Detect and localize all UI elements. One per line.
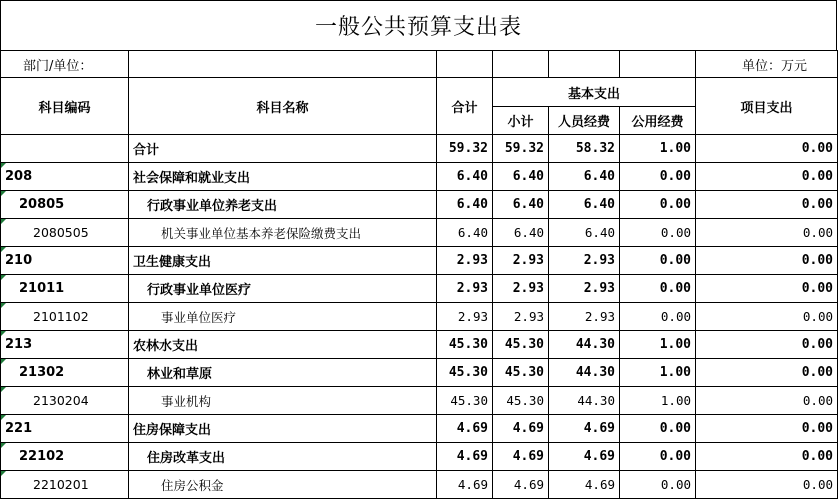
cell-name[interactable]: 行政事业单位医疗 bbox=[129, 275, 437, 303]
cell-code[interactable]: 2210201 bbox=[1, 471, 129, 499]
cell-public[interactable]: 0.00 bbox=[620, 163, 696, 191]
cell-personnel[interactable]: 44.30 bbox=[549, 331, 620, 359]
cell-subtotal[interactable]: 2.93 bbox=[493, 275, 549, 303]
cell-subtotal[interactable]: 45.30 bbox=[493, 359, 549, 387]
cell-public[interactable]: 1.00 bbox=[620, 331, 696, 359]
blank-cell[interactable] bbox=[437, 51, 493, 78]
cell-subtotal[interactable]: 2.93 bbox=[493, 247, 549, 275]
cell-project[interactable]: 0.00 bbox=[696, 359, 838, 387]
cell-name[interactable]: 住房公积金 bbox=[129, 471, 437, 499]
cell-total[interactable]: 45.30 bbox=[437, 331, 493, 359]
cell-code[interactable]: 2080505 bbox=[1, 219, 129, 247]
header-project: 项目支出 bbox=[696, 78, 838, 135]
cell-project[interactable]: 0.00 bbox=[696, 387, 838, 415]
table-row bbox=[1, 303, 838, 331]
cell-name[interactable]: 住房改革支出 bbox=[129, 443, 437, 471]
cell-project[interactable]: 0.00 bbox=[696, 443, 838, 471]
cell-total[interactable]: 4.69 bbox=[437, 415, 493, 443]
header-subtotal: 小计 bbox=[493, 107, 549, 135]
table-row bbox=[1, 331, 838, 359]
cell-personnel[interactable]: 6.40 bbox=[549, 219, 620, 247]
cell-personnel[interactable]: 6.40 bbox=[549, 163, 620, 191]
cell-code[interactable]: 21302 bbox=[1, 359, 129, 387]
table-row bbox=[1, 163, 838, 191]
cell-name[interactable]: 事业单位医疗 bbox=[129, 303, 437, 331]
info-row bbox=[1, 51, 838, 78]
header-name: 科目名称 bbox=[129, 78, 437, 135]
header-public: 公用经费 bbox=[620, 107, 696, 135]
cell-name[interactable]: 合计 bbox=[129, 135, 437, 163]
cell-subtotal[interactable]: 6.40 bbox=[493, 219, 549, 247]
cell-name[interactable]: 农林水支出 bbox=[129, 331, 437, 359]
cell-code[interactable]: 208 bbox=[1, 163, 129, 191]
cell-subtotal[interactable]: 4.69 bbox=[493, 443, 549, 471]
cell-public[interactable]: 0.00 bbox=[620, 415, 696, 443]
cell-code[interactable] bbox=[1, 135, 129, 163]
blank-cell[interactable] bbox=[549, 51, 620, 78]
cell-name[interactable]: 住房保障支出 bbox=[129, 415, 437, 443]
cell-project[interactable]: 0.00 bbox=[696, 415, 838, 443]
cell-personnel[interactable]: 44.30 bbox=[549, 387, 620, 415]
cell-code[interactable]: 22102 bbox=[1, 443, 129, 471]
cell-subtotal[interactable]: 45.30 bbox=[493, 331, 549, 359]
header-code: 科目编码 bbox=[1, 78, 129, 135]
cell-public[interactable]: 0.00 bbox=[620, 303, 696, 331]
cell-name[interactable]: 事业机构 bbox=[129, 387, 437, 415]
table-row bbox=[1, 191, 838, 219]
cell-total[interactable]: 6.40 bbox=[437, 191, 493, 219]
cell-personnel[interactable]: 4.69 bbox=[549, 443, 620, 471]
cell-personnel[interactable]: 2.93 bbox=[549, 303, 620, 331]
cell-code[interactable]: 21011 bbox=[1, 275, 129, 303]
cell-project[interactable]: 0.00 bbox=[696, 275, 838, 303]
cell-public[interactable]: 1.00 bbox=[620, 135, 696, 163]
cell-subtotal[interactable]: 59.32 bbox=[493, 135, 549, 163]
cell-personnel[interactable]: 58.32 bbox=[549, 135, 620, 163]
cell-personnel[interactable]: 2.93 bbox=[549, 275, 620, 303]
cell-total[interactable]: 6.40 bbox=[437, 219, 493, 247]
cell-public[interactable]: 0.00 bbox=[620, 247, 696, 275]
cell-name[interactable]: 卫生健康支出 bbox=[129, 247, 437, 275]
cell-total[interactable]: 59.32 bbox=[437, 135, 493, 163]
cell-project[interactable]: 0.00 bbox=[696, 471, 838, 499]
header-basic: 基本支出 bbox=[493, 78, 696, 107]
table-row bbox=[1, 135, 838, 163]
table-row bbox=[1, 387, 838, 415]
cell-project[interactable]: 0.00 bbox=[696, 331, 838, 359]
cell-public[interactable]: 0.00 bbox=[620, 471, 696, 499]
table-row bbox=[1, 359, 838, 387]
table-row bbox=[1, 247, 838, 275]
cell-public[interactable]: 0.00 bbox=[620, 275, 696, 303]
cell-project[interactable]: 0.00 bbox=[696, 163, 838, 191]
dept-label: 部门/单位： bbox=[1, 51, 129, 78]
cell-total[interactable]: 45.30 bbox=[437, 359, 493, 387]
header-row-1 bbox=[1, 78, 838, 107]
cell-total[interactable]: 45.30 bbox=[437, 387, 493, 415]
cell-name[interactable]: 机关事业单位基本养老保险缴费支出 bbox=[129, 219, 437, 247]
unit-label: 单位：万元 bbox=[696, 51, 838, 78]
cell-project[interactable]: 0.00 bbox=[696, 219, 838, 247]
cell-personnel[interactable]: 44.30 bbox=[549, 359, 620, 387]
cell-total[interactable]: 2.93 bbox=[437, 275, 493, 303]
cell-code[interactable]: 2130204 bbox=[1, 387, 129, 415]
cell-name[interactable]: 行政事业单位养老支出 bbox=[129, 191, 437, 219]
cell-subtotal[interactable]: 2.93 bbox=[493, 303, 549, 331]
cell-code[interactable]: 20805 bbox=[1, 191, 129, 219]
table-row bbox=[1, 275, 838, 303]
cell-subtotal[interactable]: 6.40 bbox=[493, 191, 549, 219]
cell-total[interactable]: 4.69 bbox=[437, 443, 493, 471]
cell-personnel[interactable]: 6.40 bbox=[549, 191, 620, 219]
cell-code[interactable]: 210 bbox=[1, 247, 129, 275]
cell-subtotal[interactable]: 45.30 bbox=[493, 387, 549, 415]
cell-project[interactable]: 0.00 bbox=[696, 191, 838, 219]
cell-total[interactable]: 4.69 bbox=[437, 471, 493, 499]
table-row bbox=[1, 219, 838, 247]
cell-total[interactable]: 2.93 bbox=[437, 247, 493, 275]
header-personnel: 人员经费 bbox=[549, 107, 620, 135]
cell-public[interactable]: 0.00 bbox=[620, 191, 696, 219]
cell-project[interactable]: 0.00 bbox=[696, 135, 838, 163]
cell-code[interactable]: 2101102 bbox=[1, 303, 129, 331]
blank-cell[interactable] bbox=[493, 51, 549, 78]
table-row bbox=[1, 443, 838, 471]
table-row bbox=[1, 471, 838, 499]
cell-total[interactable]: 2.93 bbox=[437, 303, 493, 331]
cell-personnel[interactable]: 4.69 bbox=[549, 471, 620, 499]
header-total: 合计 bbox=[437, 78, 493, 135]
cell-public[interactable]: 0.00 bbox=[620, 219, 696, 247]
cell-personnel[interactable]: 4.69 bbox=[549, 415, 620, 443]
cell-subtotal[interactable]: 6.40 bbox=[493, 163, 549, 191]
sheet-title: 一般公共预算支出表 bbox=[0, 0, 837, 50]
cell-name[interactable]: 社会保障和就业支出 bbox=[129, 163, 437, 191]
cell-subtotal[interactable]: 4.69 bbox=[493, 415, 549, 443]
cell-code[interactable]: 213 bbox=[1, 331, 129, 359]
cell-name[interactable]: 林业和草原 bbox=[129, 359, 437, 387]
cell-code[interactable]: 221 bbox=[1, 415, 129, 443]
cell-subtotal[interactable]: 4.69 bbox=[493, 471, 549, 499]
blank-cell[interactable] bbox=[620, 51, 696, 78]
cell-total[interactable]: 6.40 bbox=[437, 163, 493, 191]
cell-public[interactable]: 1.00 bbox=[620, 359, 696, 387]
dept-value-cell[interactable] bbox=[129, 51, 437, 78]
cell-project[interactable]: 0.00 bbox=[696, 303, 838, 331]
budget-table bbox=[0, 50, 838, 499]
cell-public[interactable]: 0.00 bbox=[620, 443, 696, 471]
cell-personnel[interactable]: 2.93 bbox=[549, 247, 620, 275]
cell-project[interactable]: 0.00 bbox=[696, 247, 838, 275]
table-row bbox=[1, 415, 838, 443]
cell-public[interactable]: 1.00 bbox=[620, 387, 696, 415]
